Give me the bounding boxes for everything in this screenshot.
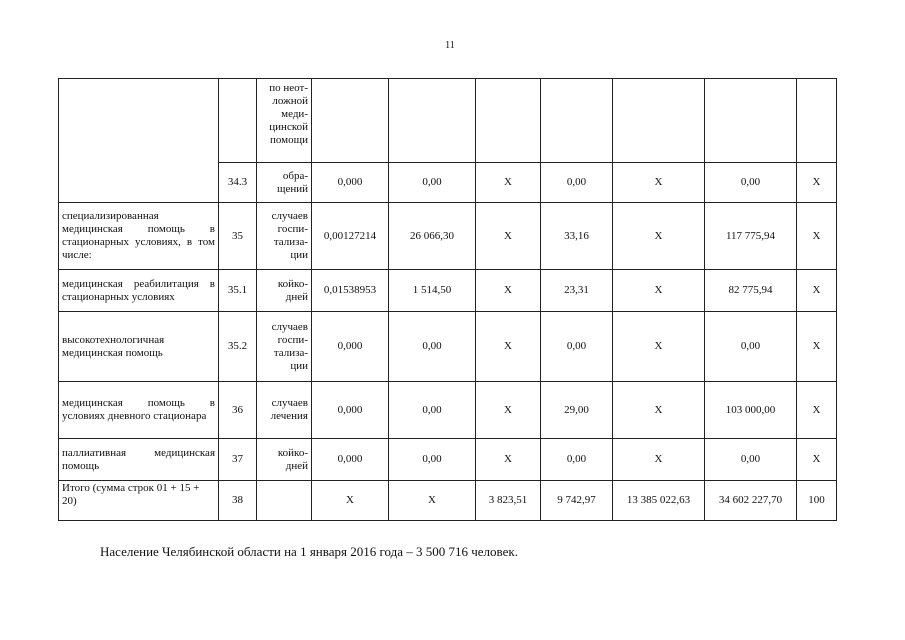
row-code-cell: 35.2 [219,312,257,382]
table-row [59,79,837,163]
row-unit-cell: случаев лечения [257,382,312,439]
value-cell: 29,00 [541,382,613,439]
value-cell: 13 385 022,63 [613,481,705,521]
value-cell: X [613,439,705,481]
value-cell: X [476,203,541,270]
value-cell: 0,00 [389,163,476,203]
value-cell: X [476,270,541,312]
row-code-cell: 35.1 [219,270,257,312]
population-note: Население Челябинской области на 1 января 2016 года – 3 500 716 человек. [100,544,518,559]
value-cell: 117 775,94 [705,203,797,270]
row-name-cell: высокотехнологичная медицинская помощь [59,312,219,382]
value-cell: X [613,312,705,382]
value-cell: 103 000,00 [705,382,797,439]
value-cell: X [389,481,476,521]
value-cell [312,79,389,163]
value-cell: 33,16 [541,203,613,270]
row-name-cell: специализированная медицинская помощь в стационарных условиях, в том числе: [59,203,219,270]
value-cell [476,79,541,163]
value-cell [541,79,613,163]
row-code-cell: 34.3 [219,163,257,203]
value-cell: X [797,270,837,312]
row-name-cell [59,79,219,203]
value-cell: 0,00 [541,163,613,203]
table-row-total [59,481,837,521]
table-row [59,439,837,481]
tariff-table [58,78,837,521]
value-cell: 82 775,94 [705,270,797,312]
value-cell: 0,00 [705,312,797,382]
value-cell: 3 823,51 [476,481,541,521]
value-cell: 0,00 [705,163,797,203]
value-cell: 0,000 [312,163,389,203]
value-cell: X [312,481,389,521]
value-cell: X [476,439,541,481]
value-cell: 0,00 [541,439,613,481]
row-unit-cell: по неот-ложной меди-цинской помощи [257,79,312,163]
table-row [59,312,837,382]
row-unit-cell [257,481,312,521]
value-cell: X [613,382,705,439]
value-cell: X [797,439,837,481]
value-cell [705,79,797,163]
value-cell: 1 514,50 [389,270,476,312]
value-cell: X [476,163,541,203]
row-unit-cell: обра-щений [257,163,312,203]
value-cell: X [476,312,541,382]
value-cell: 0,00 [541,312,613,382]
row-code-cell [219,79,257,163]
value-cell: 9 742,97 [541,481,613,521]
row-unit-cell: койко-дней [257,270,312,312]
table-row [59,270,837,312]
table-row [59,203,837,270]
row-code-cell: 36 [219,382,257,439]
value-cell: 26 066,30 [389,203,476,270]
value-cell: 0,01538953 [312,270,389,312]
value-cell: 23,31 [541,270,613,312]
value-cell [797,79,837,163]
value-cell: X [797,163,837,203]
value-cell: 34 602 227,70 [705,481,797,521]
value-cell: 0,000 [312,439,389,481]
value-cell: X [613,270,705,312]
value-cell: 0,000 [312,312,389,382]
value-cell: X [797,382,837,439]
row-name-cell: медицинская помощь в условиях дневного стационара [59,382,219,439]
value-cell: X [613,203,705,270]
value-cell: 0,000 [312,382,389,439]
value-cell: 0,00 [705,439,797,481]
row-name-cell: Итого (сумма строк 01 + 15 + 20) [59,481,219,521]
value-cell: 100 [797,481,837,521]
value-cell: 0,00 [389,439,476,481]
value-cell [613,79,705,163]
value-cell: 0,00 [389,312,476,382]
row-code-cell: 38 [219,481,257,521]
row-code-cell: 37 [219,439,257,481]
row-unit-cell: койко-дней [257,439,312,481]
value-cell: 0,00 [389,382,476,439]
row-unit-cell: случаев госпи-тализа-ции [257,203,312,270]
page-number: 11 [445,40,455,51]
value-cell: X [613,163,705,203]
row-name-cell: медицинская реабилитация в стационарных условиях [59,270,219,312]
row-name-cell: паллиативная медицинская помощь [59,439,219,481]
value-cell: 0,00127214 [312,203,389,270]
table-row [59,382,837,439]
value-cell [389,79,476,163]
row-code-cell: 35 [219,203,257,270]
value-cell: X [797,312,837,382]
value-cell: X [476,382,541,439]
row-unit-cell: случаев госпи-тализа-ции [257,312,312,382]
value-cell: X [797,203,837,270]
